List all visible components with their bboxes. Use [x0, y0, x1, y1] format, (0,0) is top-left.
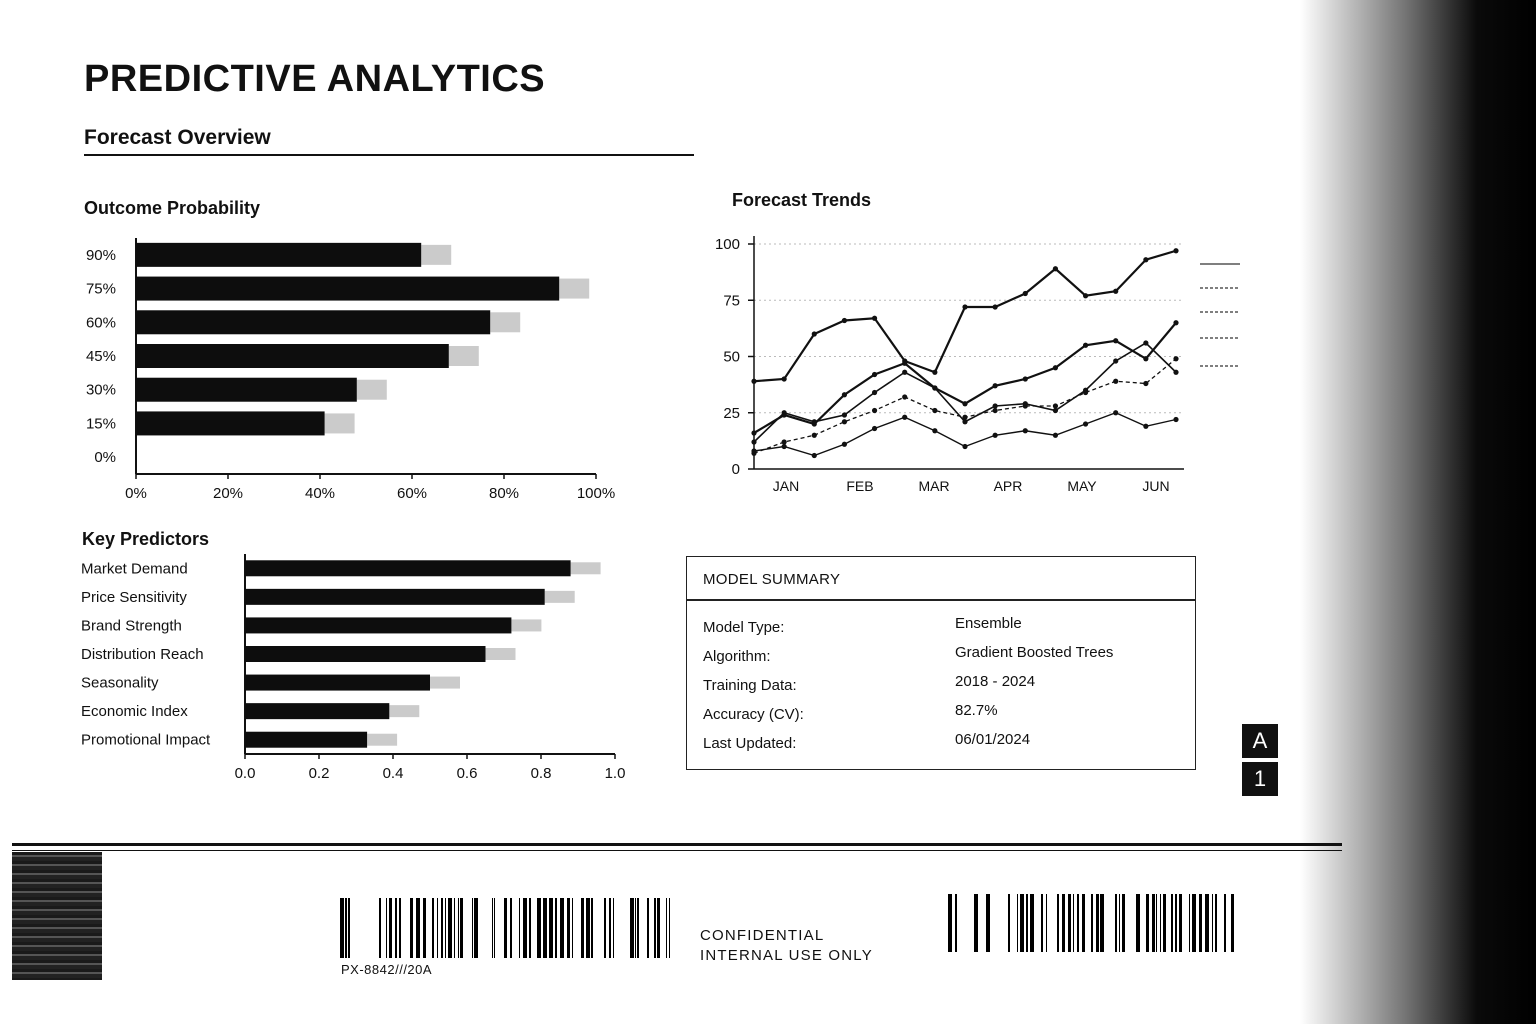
- data-point: [782, 444, 787, 449]
- bar-scan-smear: [389, 705, 419, 717]
- x-tick-label: 40%: [304, 485, 336, 502]
- bar-scan-smear: [559, 279, 589, 299]
- barcode-bar: [1100, 894, 1104, 952]
- barcode-bar: [395, 898, 397, 958]
- barcode-bar: [1057, 894, 1059, 952]
- page-title: PREDICTIVE ANALYTICS: [84, 58, 546, 100]
- barcode-bar: [1020, 894, 1024, 952]
- category-label: 90%: [85, 246, 116, 264]
- barcode-bar: [613, 898, 614, 958]
- data-point: [1173, 417, 1178, 422]
- data-point: [1083, 390, 1088, 395]
- barcode-bar: [399, 898, 401, 958]
- data-point: [1053, 266, 1058, 271]
- x-tick-label: 60%: [396, 485, 428, 502]
- barcode-bar: [1041, 894, 1043, 952]
- barcode-bar: [1082, 894, 1085, 952]
- barcode-bar: [423, 898, 426, 958]
- data-point: [993, 433, 998, 438]
- y-tick-label: 100: [714, 236, 740, 253]
- category-label: 0%: [94, 449, 116, 467]
- data-point: [812, 331, 817, 336]
- category-label: 45%: [85, 348, 116, 365]
- barcode-bar: [454, 898, 455, 958]
- barcode-bar: [460, 898, 463, 958]
- barcode-bar: [1122, 894, 1125, 952]
- scan-edge-shadow: [1300, 0, 1536, 1024]
- x-tick-label: 0.6: [456, 765, 478, 782]
- bar-scan-smear: [490, 312, 520, 332]
- barcode-bar: [637, 898, 639, 958]
- barcode-bar: [549, 898, 553, 958]
- data-point: [872, 426, 877, 431]
- summary-label: Accuracy (CV):: [703, 706, 804, 723]
- data-point: [842, 318, 847, 323]
- data-point: [902, 370, 907, 375]
- data-point: [1143, 356, 1148, 361]
- bar: [136, 344, 449, 368]
- category-label: Economic Index: [81, 703, 188, 721]
- barcode-bar: [560, 898, 564, 958]
- corner-tag-number: 1: [1242, 762, 1278, 796]
- bar-scan-smear: [367, 734, 397, 746]
- data-point: [751, 439, 756, 444]
- summary-row-model-type: [703, 615, 1173, 644]
- bar: [245, 560, 571, 576]
- bar: [245, 646, 486, 662]
- barcode-left: [340, 898, 670, 958]
- summary-value: Gradient Boosted Trees: [955, 644, 1114, 661]
- data-point: [751, 430, 756, 435]
- bar: [245, 703, 389, 719]
- model-summary-rows: [703, 615, 1173, 760]
- bar: [245, 732, 367, 748]
- data-point: [993, 408, 998, 413]
- x-tick-label: FEB: [846, 478, 874, 494]
- summary-row-accuracy: [703, 702, 1173, 731]
- barcode-bar: [1017, 894, 1018, 952]
- data-point: [902, 415, 907, 420]
- data-point: [932, 408, 937, 413]
- bar-scan-smear: [571, 562, 601, 574]
- summary-row-algorithm: [703, 644, 1173, 673]
- category-label: Promotional Impact: [81, 731, 211, 749]
- barcode-bar: [955, 894, 957, 952]
- barcode-bar: [635, 898, 636, 958]
- barcode-bar: [567, 898, 570, 958]
- data-point: [1023, 428, 1028, 433]
- forecast-trends-chart: [690, 226, 1290, 526]
- data-point: [872, 372, 877, 377]
- barcode-bar: [529, 898, 531, 958]
- barcode-bar: [1046, 894, 1047, 952]
- footer-divider-thin: [12, 850, 1342, 851]
- bar-scan-smear: [421, 245, 451, 265]
- barcode-bar: [1146, 894, 1149, 952]
- barcode-bar: [1073, 894, 1074, 952]
- data-point: [902, 394, 907, 399]
- barcode-bar: [581, 898, 584, 958]
- barcode-bar: [441, 898, 443, 958]
- barcode-bar: [1156, 894, 1157, 952]
- category-label: Distribution Reach: [81, 646, 204, 663]
- bar: [245, 675, 430, 691]
- summary-row-last-updated: [703, 731, 1173, 760]
- barcode-bar: [432, 898, 434, 958]
- model-summary-divider: [687, 599, 1195, 601]
- barcode-bar: [1175, 894, 1177, 952]
- data-point: [932, 370, 937, 375]
- bar-scan-smear: [545, 591, 575, 603]
- barcode-bar: [666, 898, 667, 958]
- x-tick-label: JAN: [772, 478, 800, 494]
- x-tick-label: 0.2: [308, 765, 330, 782]
- corner-tag-letter: A: [1242, 724, 1278, 758]
- data-point: [1143, 424, 1148, 429]
- data-point: [842, 412, 847, 417]
- data-point: [872, 390, 877, 395]
- barcode-bar: [1091, 894, 1093, 952]
- barcode-bar: [340, 898, 344, 958]
- data-point: [962, 419, 967, 424]
- bar-scan-smear: [357, 380, 387, 400]
- data-point: [962, 444, 967, 449]
- barcode-bar: [348, 898, 350, 958]
- summary-label: Last Updated:: [703, 735, 797, 752]
- barcode-bar: [555, 898, 557, 958]
- summary-row-training-data: [703, 673, 1173, 702]
- data-point: [1083, 343, 1088, 348]
- y-tick-label: 75: [723, 292, 740, 310]
- data-point: [962, 401, 967, 406]
- category-label: Brand Strength: [81, 617, 182, 635]
- bar-scan-smear: [430, 677, 460, 689]
- barcode-bar: [389, 898, 392, 958]
- barcode-bar: [472, 898, 473, 958]
- data-point: [1083, 421, 1088, 426]
- data-point: [1023, 403, 1028, 408]
- category-label: Seasonality: [81, 674, 159, 692]
- forecast-trends-title: Forecast Trends: [732, 190, 872, 210]
- data-point: [902, 361, 907, 366]
- bar: [245, 589, 545, 605]
- bar: [136, 243, 421, 267]
- barcode-bar: [458, 898, 459, 958]
- bar-scan-smear: [449, 346, 479, 366]
- data-point: [1143, 257, 1148, 262]
- barcode-bar: [591, 898, 593, 958]
- data-point: [1023, 376, 1028, 381]
- x-tick-label: APR: [993, 478, 1023, 494]
- category-label: 60%: [85, 314, 116, 332]
- data-point: [1173, 370, 1178, 375]
- barcode-bar: [1199, 894, 1202, 952]
- barcode-bar: [537, 898, 541, 958]
- key-predictors-chart: [70, 552, 650, 792]
- barcode-bar: [448, 898, 452, 958]
- data-point: [932, 428, 937, 433]
- data-point: [1143, 381, 1148, 386]
- barcode-bar: [1119, 894, 1120, 952]
- barcode-bar: [1030, 894, 1034, 952]
- barcode-bar: [416, 898, 420, 958]
- barcode-bar: [1179, 894, 1182, 952]
- x-tick-label: 0.4: [382, 765, 404, 782]
- data-point: [782, 376, 787, 381]
- model-summary-panel: [686, 556, 1196, 770]
- barcode-bar: [543, 898, 547, 958]
- data-point: [1053, 433, 1058, 438]
- barcode-bar: [386, 898, 387, 958]
- category-label: Market Demand: [81, 560, 188, 578]
- summary-label: Algorithm:: [703, 648, 771, 665]
- barcode-bar: [1068, 894, 1071, 952]
- x-tick-label: MAR: [918, 478, 950, 494]
- barcode-bar: [1163, 894, 1166, 952]
- data-point: [872, 408, 877, 413]
- data-point: [751, 448, 756, 453]
- data-point: [1053, 403, 1058, 408]
- data-point: [1143, 340, 1148, 345]
- data-point: [751, 379, 756, 384]
- category-label: Price Sensitivity: [81, 588, 187, 606]
- data-point: [993, 403, 998, 408]
- barcode-bar: [657, 898, 660, 958]
- bar-scan-smear: [511, 619, 541, 631]
- key-predictors-title: Key Predictors: [82, 529, 210, 549]
- reference-code: PX-8842///20A: [341, 962, 433, 977]
- confidential-line-2: INTERNAL USE ONLY: [700, 947, 873, 964]
- barcode-bar: [510, 898, 512, 958]
- summary-value: 82.7%: [955, 702, 998, 719]
- data-point: [1113, 358, 1118, 363]
- barcode-bar: [410, 898, 413, 958]
- data-point: [1113, 338, 1118, 343]
- footer-divider: [12, 843, 1342, 846]
- bar: [136, 310, 490, 334]
- bar: [136, 277, 559, 301]
- barcode-bar: [504, 898, 507, 958]
- barcode-bar: [523, 898, 527, 958]
- data-point: [1053, 365, 1058, 370]
- data-point: [842, 442, 847, 447]
- barcode-bar: [1026, 894, 1028, 952]
- category-label: 30%: [85, 381, 116, 399]
- data-point: [1083, 293, 1088, 298]
- data-point: [812, 433, 817, 438]
- barcode-bar: [948, 894, 952, 952]
- data-point: [993, 304, 998, 309]
- barcode-bar: [572, 898, 573, 958]
- series-line: [754, 343, 1176, 442]
- data-point: [1173, 356, 1178, 361]
- barcode-bar: [1152, 894, 1155, 952]
- data-point: [812, 453, 817, 458]
- x-tick-label: 0%: [125, 485, 147, 502]
- barcode-bar: [647, 898, 649, 958]
- data-point: [1023, 291, 1028, 296]
- x-tick-label: 20%: [212, 485, 244, 502]
- barcode-bar: [1231, 894, 1234, 952]
- barcode-bar: [630, 898, 634, 958]
- summary-value: Ensemble: [955, 615, 1022, 632]
- barcode-bar: [654, 898, 656, 958]
- data-point: [1173, 320, 1178, 325]
- data-point: [842, 392, 847, 397]
- bar: [136, 378, 357, 402]
- barcode-bar: [609, 898, 611, 958]
- barcode-bar: [1205, 894, 1209, 952]
- barcode-bar: [1136, 894, 1140, 952]
- barcode-bar: [1115, 894, 1117, 952]
- barcode-bar: [586, 898, 590, 958]
- barcode-bar: [474, 898, 478, 958]
- y-tick-label: 25: [723, 404, 740, 422]
- x-tick-label: 0.0: [234, 765, 256, 782]
- x-tick-label: 100%: [576, 485, 616, 502]
- data-point: [962, 415, 967, 420]
- data-point: [842, 419, 847, 424]
- x-tick-label: 0.8: [530, 765, 552, 782]
- data-point: [872, 316, 877, 321]
- barcode-bar: [1077, 894, 1079, 952]
- barcode-bar: [345, 898, 347, 958]
- data-point: [962, 304, 967, 309]
- title-divider: [84, 154, 694, 156]
- barcode-bar: [1212, 894, 1213, 952]
- barcode-bar: [974, 894, 978, 952]
- x-tick-label: MAY: [1067, 478, 1097, 494]
- barcode-bar: [519, 898, 520, 958]
- data-point: [993, 383, 998, 388]
- barcode-bar: [492, 898, 493, 958]
- data-point: [1113, 379, 1118, 384]
- outcome-probability-chart: [70, 228, 650, 508]
- summary-value: 06/01/2024: [955, 731, 1031, 748]
- y-tick-label: 50: [723, 348, 740, 366]
- category-label: 15%: [85, 415, 116, 433]
- barcode-bar: [1189, 894, 1190, 952]
- y-tick-label: 0: [731, 461, 740, 478]
- confidential-line-1: CONFIDENTIAL: [700, 927, 825, 944]
- barcode-bar: [494, 898, 495, 958]
- confidential-label: [700, 926, 873, 966]
- bar-scan-smear: [486, 648, 516, 660]
- barcode-bar: [986, 894, 990, 952]
- summary-value: 2018 - 2024: [955, 673, 1036, 690]
- barcode-bar: [604, 898, 606, 958]
- x-tick-label: 80%: [488, 485, 520, 502]
- data-point: [932, 385, 937, 390]
- barcode-bar: [1215, 894, 1217, 952]
- x-tick-label: 1.0: [604, 765, 626, 782]
- page-subtitle: Forecast Overview: [84, 126, 271, 149]
- barcode-bar: [437, 898, 438, 958]
- category-label: 75%: [85, 280, 116, 298]
- barcode-bar: [669, 898, 670, 958]
- barcode-bar: [1192, 894, 1196, 952]
- data-point: [812, 419, 817, 424]
- data-point: [782, 439, 787, 444]
- bar: [136, 411, 325, 435]
- data-point: [1113, 410, 1118, 415]
- scan-artifact-blocks: [12, 852, 102, 980]
- barcode-bar: [1171, 894, 1173, 952]
- barcode-bar: [1160, 894, 1161, 952]
- model-summary-title: MODEL SUMMARY: [703, 571, 841, 588]
- summary-label: Model Type:: [703, 619, 785, 636]
- data-point: [1053, 408, 1058, 413]
- outcome-probability-title: Outcome Probability: [84, 198, 261, 218]
- barcode-bar: [445, 898, 446, 958]
- barcode-bar: [1224, 894, 1226, 952]
- summary-label: Training Data:: [703, 677, 797, 694]
- data-point: [1113, 289, 1118, 294]
- bar: [245, 617, 511, 633]
- barcode-bar: [1008, 894, 1010, 952]
- x-tick-label: JUN: [1142, 478, 1170, 494]
- data-point: [782, 410, 787, 415]
- barcode-right: [948, 894, 1248, 952]
- barcode-bar: [1062, 894, 1065, 952]
- data-point: [1173, 248, 1178, 253]
- barcode-bar: [379, 898, 381, 958]
- bar-scan-smear: [325, 413, 355, 433]
- series-line: [754, 251, 1176, 382]
- barcode-bar: [1096, 894, 1099, 952]
